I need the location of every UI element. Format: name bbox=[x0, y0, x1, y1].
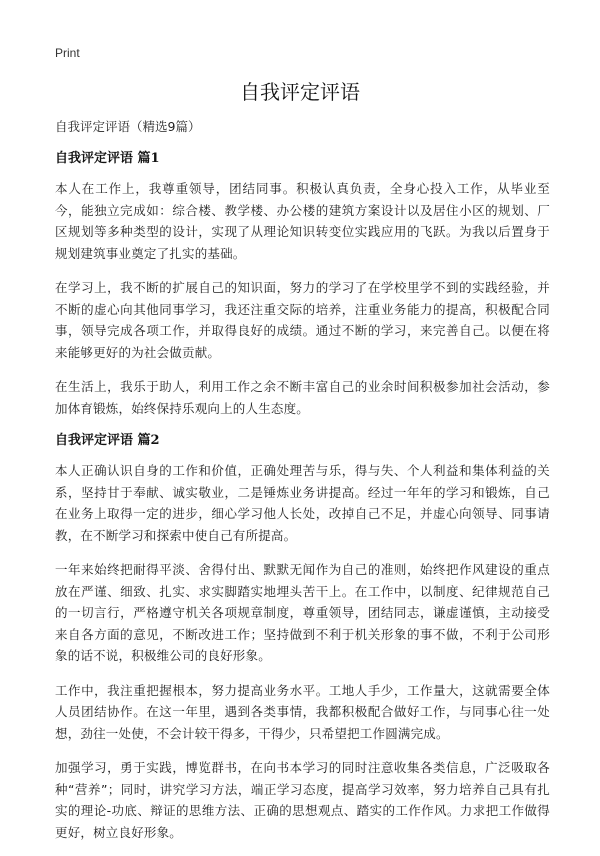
section-1 bbox=[55, 150, 550, 419]
paragraph: 本人正确认识自身的工作和价值，正确处理苦与乐，得与失、个人利益和集体利益的关系，坚持甘于奉献、诚实敬业，二是锤炼业务讲提高。经过一年年的学习和锻炼，自己在业务上取得一定的进步，细心学习他人长处，改掉自己不足，并虚心向领导、同事请教，在不断学习和探索中使自己有所提高。 bbox=[55, 463, 550, 543]
print-link[interactable]: Print bbox=[55, 46, 80, 60]
section-heading: 自我评定评语 篇1 bbox=[55, 151, 160, 166]
paragraph: 在生活上，我乐于助人，利用工作之余不断丰富自己的业余时间积极参加社会活动，参加体育锻炼，始终保持乐观向上的人生态度。 bbox=[55, 379, 550, 416]
paragraph: 工作中，我注重把握根本，努力提高业务水平。工地人手少，工作量大，这就需要全体人员团结协作。在这一年里，遇到各类事情，我都积极配合做好工作，与同事心往一处想，劲往一处使，不会计较干得多，干得少，只希望把工作圆满完成。 bbox=[55, 682, 550, 741]
page-title: 自我评定评语 bbox=[240, 80, 360, 104]
document-subtitle: 自我评定评语（精选9篇） bbox=[55, 119, 201, 134]
paragraph: 加强学习，勇于实践，博览群书，在向书本学习的同时注意收集各类信息，广泛吸取各种“营养”；同时，讲究学习方法，端正学习态度，提高学习效率，努力培养自己具有扎实的理论-功底、辩证的思维方法、正确的思想观点、踏实的工作作风。力求把工作做得更好，树立良好形象。 bbox=[55, 760, 550, 840]
paragraph: 本人在工作上，我尊重领导，团结同事。积极认真负责，全身心投入工作，从毕业至今，能独立完成如：综合楼、教学楼、办公楼的建筑方案设计以及居住小区的规划、厂区规划等多种类型的设计，实现了从理论知识转变位实践应用的飞跃。为我以后置身于规划建筑事业奠定了扎实的基础。 bbox=[55, 181, 550, 261]
paragraph: 一年来始终把耐得平淡、舍得付出、默默无闻作为自己的准则，始终把作风建设的重点放在严谨、细致、扎实、求实脚踏实地埋头苦干上。在工作中，以制度、纪律规范自己的一切言行，严格遵守机关各项规章制度，尊重领导，团结同志，谦虚谨慎，主动接受来自各方面的意见，不断改进工作；坚持做到不利于机关形象的事不做，不利于公司形象的话不说，积极维公司的良好形象。 bbox=[55, 562, 550, 663]
document-body bbox=[55, 118, 550, 856]
paragraph: 在学习上，我不断的扩展自己的知识面，努力的学习了在学校里学不到的实践经验，并不断的虚心向其他同事学习，我还注重交际的培养，注重业务能力的提高，积极配合同事，领导完成各项工作，并取得良好的成绩。通过不断的学习，来完善自己。以便在将来能够更好的为社会做贡献。 bbox=[55, 280, 550, 360]
section-heading: 自我评定评语 篇2 bbox=[55, 433, 160, 448]
section-2 bbox=[55, 432, 550, 843]
